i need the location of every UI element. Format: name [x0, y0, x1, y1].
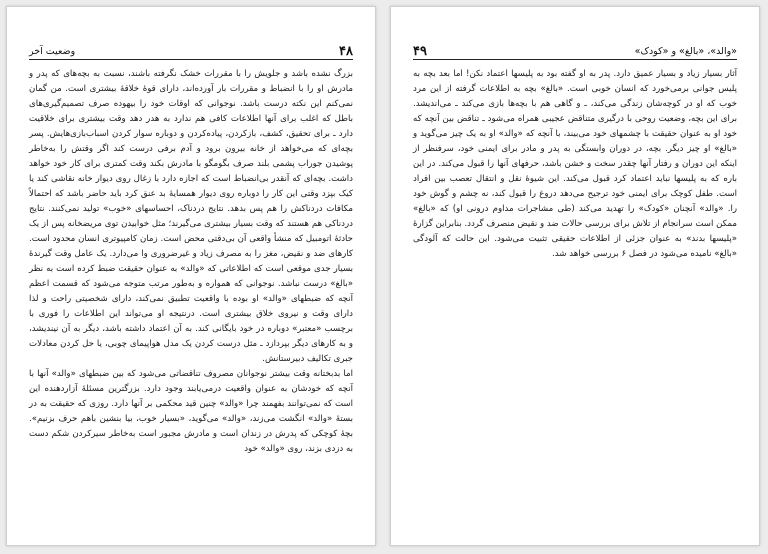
right-page-header: [413, 43, 737, 60]
right-page-number: ۴۹: [413, 44, 427, 59]
right-page: [390, 6, 760, 546]
left-running-title: وضعیت آخر: [29, 46, 76, 57]
right-paragraph-1: آثار بسیار زیاد و بسیار عمیق دارد. پدر به او گفته بود به پلیسها اعتماد نکن‌! اما بعد بچه به پلیس جوانی برمی‌خورد که انسان خوبی است. «بالغ» بچه به اطلاعات گرفته از این مرد خوب که او در کوچه‌شان زندگی می‌کند، ـ و گاهی هم با بچه‌ها بازی می‌کند ـ می‌اندیشد. برای این بچه، وضعیت روحی با درگیری متناقض عجیبی همراه می‌شود ـ تناقض بین آنچه که خود او به عنوان حقیقت با چشمهای خود می‌بیند، با آنچه که «والد» او به یک چیز می‌گوید و «بالغ» او چیز دیگر. بچه، در دوران وابستگی به پدر و مادر برای ایمنی خود، سرفنظر از اینکه این دوران و رفتار آنها چقدر سخت و خشن باشد، حرفهای آنها را قبول می‌کند. در این باره که به پلیسها نباید اعتماد کرد قبول می‌کند. این شیوهٔ نقل و انتقال تعصب بین افراد است. طفل کوچک برای ایمنی خود ترجیح می‌دهد دروغ را قبول کند، نه چشم و گوش خود را. «والد» آنچنان «کودک» را تهدید می‌کند (طی مشاجرات مداوم درونی او) که «بالغ» ممکن است سرانجام از تلاش برای بررسی حالات ضد و نقیض منصرف گردد. بنابراین گزارهٔ «پلیسها بدند» به عنوان جزئی از اطلاعات حقیقی تثبیت می‌شود. این حالت که آلودگی «بالغ» نامیده می‌شود در فصل ۶ بررسی خواهد شد.: [413, 69, 737, 259]
left-paragraph-2: اما بدبختانه وقت بیشتر نوجوانان مصروف تناقضاتی می‌شود که بین ضبطهای «والد» آنها با آنچه که خودشان به عنوان واقعیت درمی‌یابند وجود دارد. بزرگترین مسئلهٔ آزاردهنده این است که نمی‌توانند بفهمند چرا «والد» چنین قید محکمی بر آنها دارد. روزی که حقیقت به در بستهٔ «والد» انگشت می‌زند، «والد» می‌گوید، «بسیار خوب، بیا بنشین باهم حرف بزنیم». بچهٔ کوچکی که پدرش در زندان است و مادرش مجبور است به‌خاطر سیرکردن شکم دست به دزدی بزند، روی «والد» خود: [29, 369, 353, 454]
right-running-title: «والد»، «بالغ» و «کودک»: [634, 46, 737, 57]
left-page-header: [29, 43, 353, 60]
left-page-number: ۴۸: [339, 44, 353, 59]
left-paragraph-1: بزرگ نشده باشد و جلویش را با مقررات خشک نگرفته باشند، نسبت به بچه‌های که پدر و مادرش او را با انضباط و مقررات بار آورده‌اند، دارای قوهٔ خلاقهٔ بیشتری است. من گمان نمی‌کنم این نکته درست باشد. نوجوانی که اوقات خود را بیهوده صرف تصمیم‌گیری‌های باطل که اغلب برای آنها اطلاعات کافی هم ندارد به هدر دهد وقت بیشتری برای خلاقیت دارد ـ برای تحقیق، کشف، بازکردن، پیاده‌کردن و دوباره سوار کردن اسباب‌بازی‌هایش. پسر بچه‌ای که می‌خواهد از خانه بیرون برود و آدم برفی درست کند اگر وقتش را به‌خاطر پوشیدن جوراب پشمی بلند صرف بگومگو با مادرش بکند وقت کمتری برای کار خود خواهد داشت. بچه‌ای که آنقدر بی‌انضباط است که اجازه دارد با زغال روی دیوار خانه نقاشی کند یا کیک بپزد وقتی این کار را دوباره روی دیوار همسایهٔ بد عنق کرد باید حاضر باشد که احتمالاً مکافات دردناکش را هم پس بدهد. نتایج دردناک، احساسهای «خوب» تولید نمی‌کنند. نتایج دردناکی هم هستند که وقت بسیار بیشتری می‌گیرند؛ مثل خوابیدن توی مریضخانه پس از یک حادثهٔ اتومبیل که منشأ واقعی آن بی‌دقتی محض است. زمان کامپیوتری انسان محدود است. کارهای ضد و نقیض، مغز را به مصرف زیاد و غیرضروری وا می‌دارد. یک عامل وقت گیرندهٔ بسیار جدی موقعی است که اطلاعاتی که «والد» به عنوان حقیقت ضبط کرده است به نظر «بالغ» درست نباشد. نوجوانی که همواره و به‌طور مرتب متوجه می‌شود که قسمت اعظم آنچه که ضبطهای «والد» او بوده با واقعیت تطبیق نمی‌کند، دارای شخصیتی راحت و لذا دارای وقت و نیروی خلاق بیشتری است. درنتیجه او می‌تواند این اطلاعات را فوری با برچسب «معتبر» دوباره در خود بایگانی کند. به آن اعتماد داشته باشد، دیگر به آن نیندیشد، و به کارهای دیگر بپردازد ـ مثل درست کردن یک مدل هواپیمای چوبی، یا حل کردن معادلات جبری تکالیف دبیرستانش.: [29, 69, 353, 364]
right-page-body: [413, 67, 737, 262]
left-page-body: [29, 67, 353, 457]
left-page: [6, 6, 376, 546]
